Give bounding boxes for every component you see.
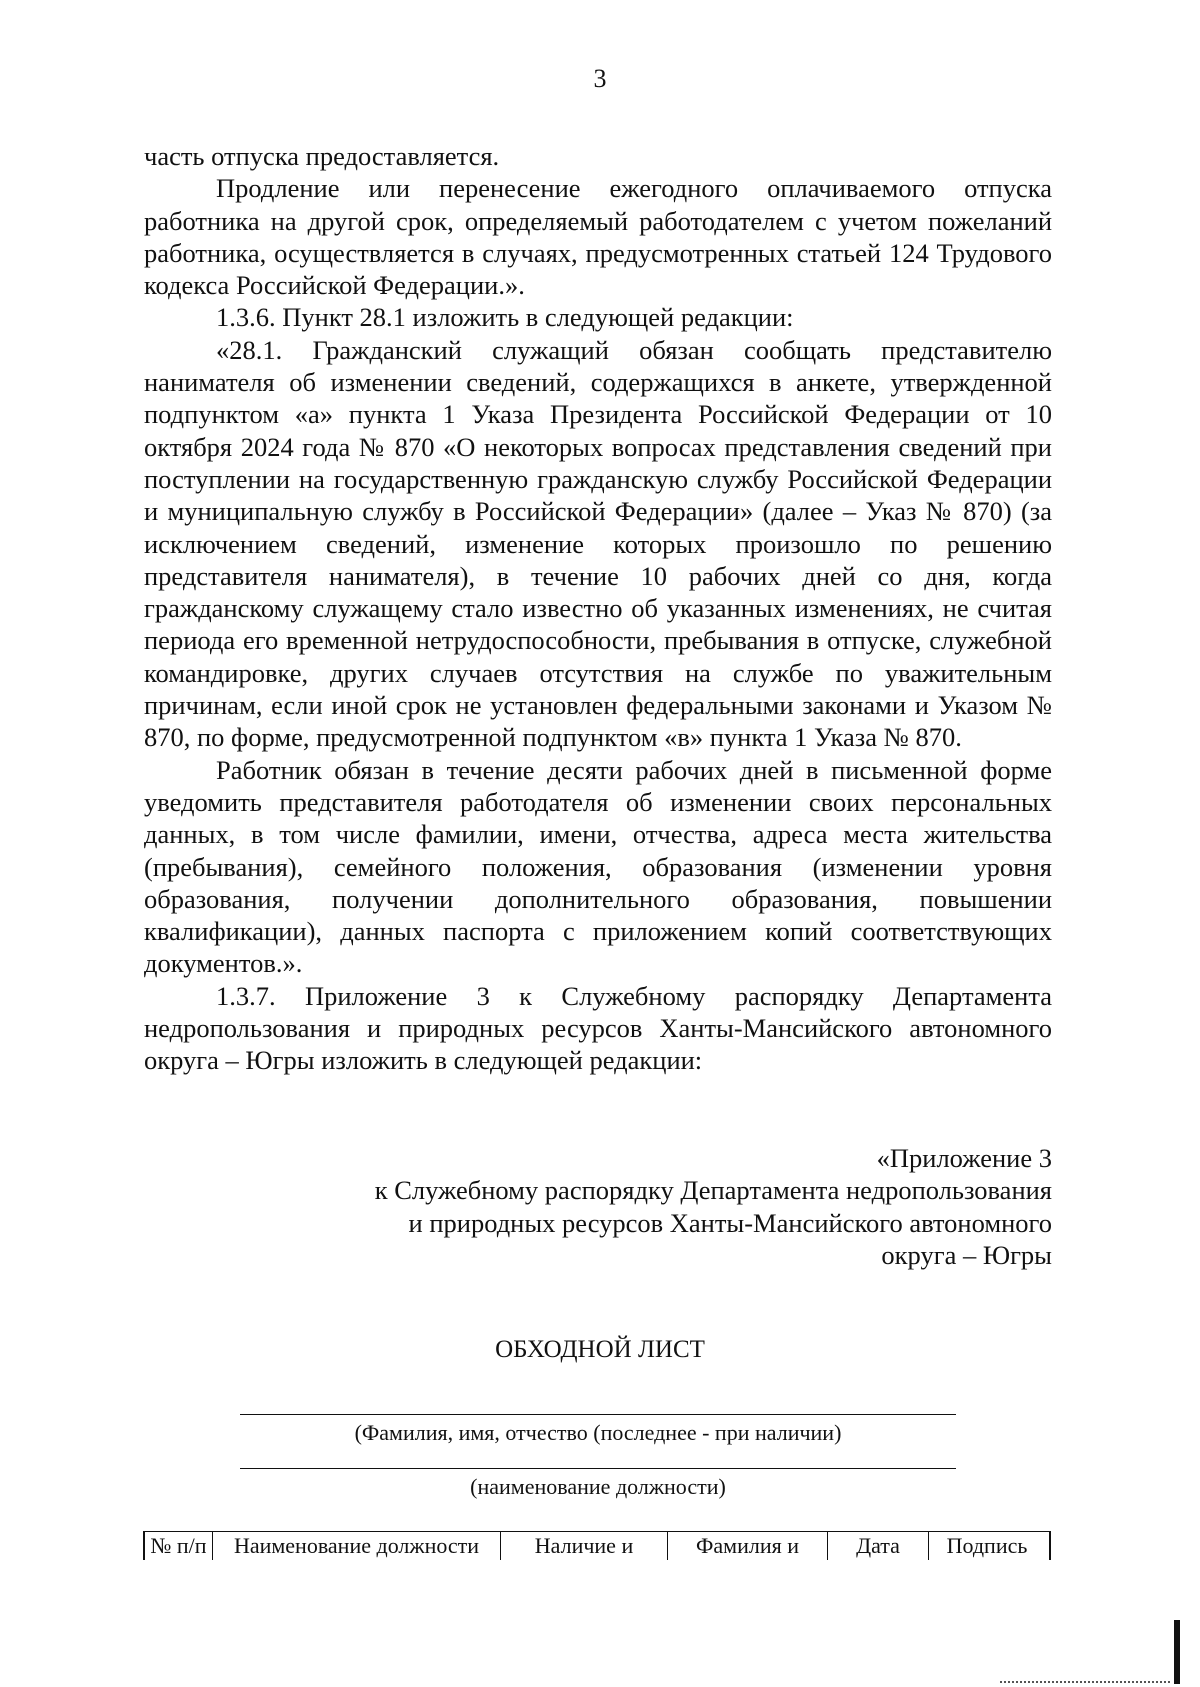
document-body xyxy=(144,140,1052,1077)
name-blank-line xyxy=(240,1414,956,1415)
paragraph-item-1-3-7: 1.3.7. Приложение 3 к Служебному распорядку Департамента недропользования и природных ресурсов Ханты-Мансийского автономного округа – Югры изложить в следующей редакции: xyxy=(144,980,1052,1076)
appendix-line: и природных ресурсов Ханты-Мансийского автономного xyxy=(408,1207,1052,1238)
paragraph-employee-obligation: Работник обязан в течение десяти рабочих дней в письменной форме уведомить представителя работодателя об изменении своих персональных данных, в том числе фамилии, имени, отчества, адреса места жительства (пребывания), семейного положения, образования (изменении уровня образования, получении дополнительного образования, повышении квалификации), данных паспорта с приложением копий соответствующих документов.». xyxy=(144,754,1052,979)
paragraph-item-28-1: «28.1. Гражданский служащий обязан сообщать представителю нанимателя об изменении сведений, содержащихся в анкете, утвержденной подпунктом «а» пункта 1 Указа Президента Российской Федерации от 10 октября 2024 года № 870 «О некоторых вопросах представления сведений при поступлении на государственную гражданскую службу Российской Федерации и муниципальную службу в Российской Федерации» (далее – Указ № 870) (за исключением сведений, изменение которых произошло по решению представителя нанимателя), в течение 10 рабочих дней со дня, когда гражданскому служащему стало известно об указанных изменениях, не считая периода его временной нетрудоспособности, пребывания в отпуске, служебной командировке, других случаев отсутствия на службе по уважительным причинам, если иной срок не установлен федеральными законами и Указом № 870, по форме, предусмотренной подпунктом «в» пункта 1 Указа № 870. xyxy=(144,334,1052,753)
form-title: ОБХОДНОЙ ЛИСТ xyxy=(495,1336,705,1363)
table-header-cell: № п/п xyxy=(145,1532,213,1560)
table-header-row xyxy=(143,1531,1051,1560)
page-number: 3 xyxy=(593,64,607,93)
table-header-cell: Подпись xyxy=(946,1533,1028,1558)
table-header-cell: Фамилия и xyxy=(668,1532,828,1560)
appendix-header xyxy=(312,1142,1052,1271)
table-header-cell: Наличие и xyxy=(501,1532,668,1560)
table-header-cell: Наименование должности xyxy=(213,1532,501,1560)
position-blank-line xyxy=(240,1468,956,1469)
paragraph-item-1-3-6: 1.3.6. Пункт 28.1 изложить в следующей редакции: xyxy=(216,302,794,333)
scan-edge-dots xyxy=(1000,1681,1170,1683)
appendix-line: округа – Югры xyxy=(881,1239,1052,1270)
position-field-caption: (наименование должности) xyxy=(470,1474,726,1499)
appendix-line: к Служебному распорядку Департамента недропользования xyxy=(374,1175,1052,1206)
table-header-cell: Дата xyxy=(828,1532,929,1560)
scan-edge-mark xyxy=(1174,1620,1180,1684)
paragraph-vacation-extension: Продление или перенесение ежегодного оплачиваемого отпуска работника на другой срок, определяемый работодателем с учетом пожеланий работника, осуществляется в случаях, предусмотренных статьей 124 Трудового кодекса Российской Федерации.». xyxy=(144,173,1052,301)
name-field-caption: (Фамилия, имя, отчество (последнее - при наличии) xyxy=(354,1420,842,1445)
appendix-line: «Приложение 3 xyxy=(876,1143,1052,1173)
paragraph-continuation: часть отпуска предоставляется. xyxy=(144,141,500,171)
